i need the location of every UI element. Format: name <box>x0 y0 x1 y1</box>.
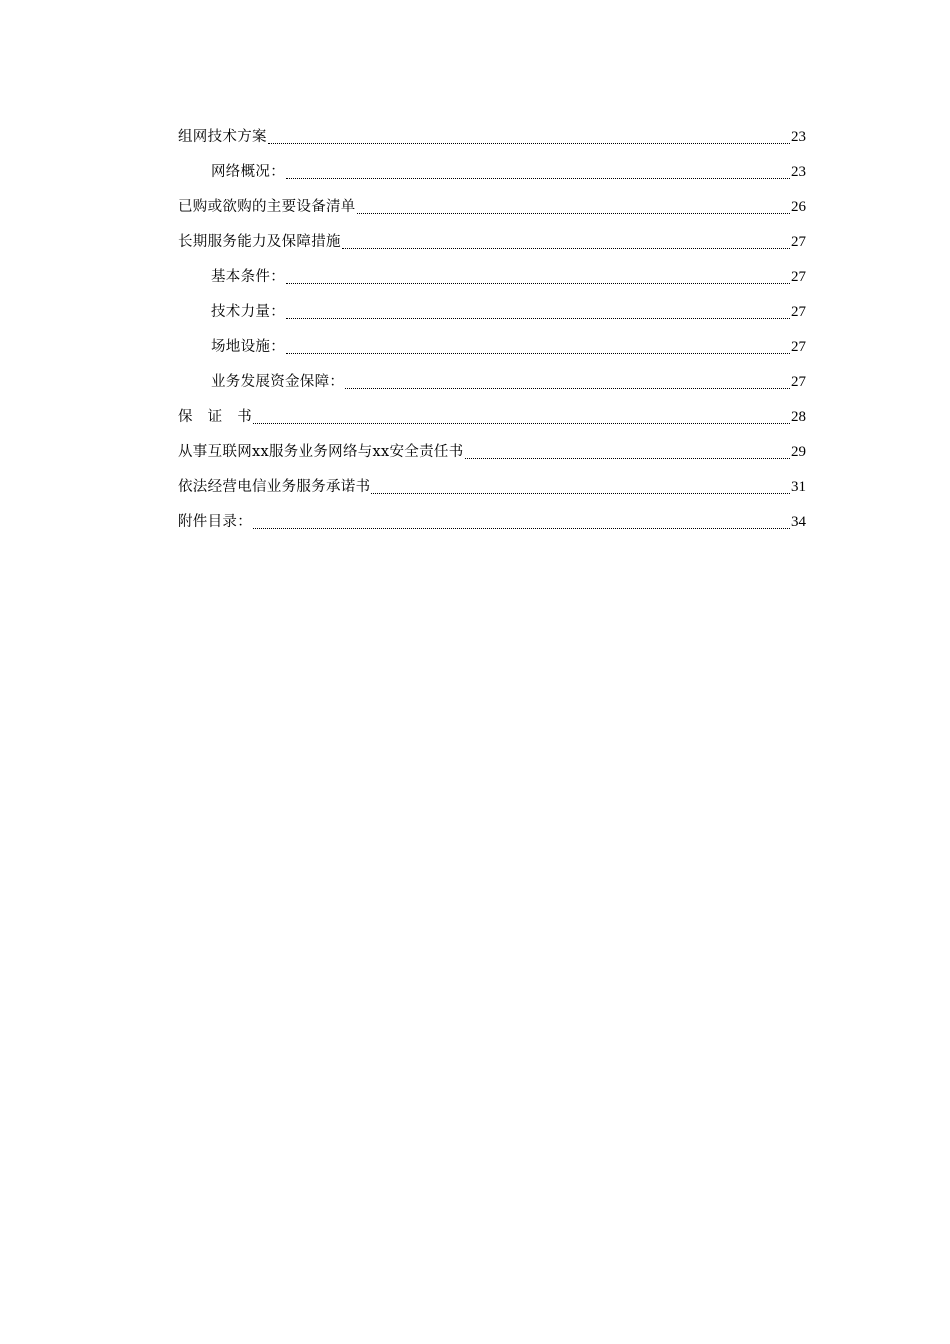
table-of-contents <box>178 120 806 540</box>
toc-entry-page-number: 31 <box>791 479 806 495</box>
toc-entry-networking-plan[interactable] <box>178 120 806 155</box>
toc-entry-page-number: 29 <box>791 444 806 460</box>
toc-entry-page-number: 23 <box>791 129 806 145</box>
toc-entry-long-term-service[interactable] <box>178 225 806 260</box>
toc-entry-network-overview[interactable] <box>178 155 806 190</box>
toc-entry-attachments[interactable] <box>178 505 806 540</box>
toc-entry-basic-conditions[interactable] <box>178 260 806 295</box>
toc-entry-title: 技术力量： <box>211 304 285 320</box>
toc-leader-dots <box>357 213 790 214</box>
toc-entry-page-number: 23 <box>791 164 806 180</box>
toc-entry-title: 保 证 书 <box>178 409 252 425</box>
toc-entry-page-number: 27 <box>791 234 806 250</box>
toc-leader-dots <box>286 353 790 354</box>
toc-entry-title: 已购或欲购的主要设备清单 <box>178 199 356 215</box>
toc-entry-security-responsibility[interactable] <box>178 435 806 470</box>
toc-leader-dots <box>253 528 790 529</box>
toc-entry-funding-guarantee[interactable] <box>178 365 806 400</box>
toc-entry-title: 业务发展资金保障： <box>211 374 345 390</box>
toc-entry-page-number: 27 <box>791 374 806 390</box>
toc-leader-dots <box>253 423 790 424</box>
toc-entry-technical-strength[interactable] <box>178 295 806 330</box>
toc-entry-title: 从事互联网xx服务业务网络与xx安全责任书 <box>178 444 464 460</box>
toc-entry-page-number: 28 <box>791 409 806 425</box>
toc-leader-dots <box>465 458 790 459</box>
toc-entry-site-facilities[interactable] <box>178 330 806 365</box>
toc-entry-service-commitment[interactable] <box>178 470 806 505</box>
toc-leader-dots <box>345 388 790 389</box>
toc-entry-page-number: 27 <box>791 304 806 320</box>
toc-leader-dots <box>286 178 790 179</box>
toc-entry-page-number: 27 <box>791 339 806 355</box>
toc-entry-page-number: 34 <box>791 514 806 530</box>
toc-entry-title: 长期服务能力及保障措施 <box>178 234 341 250</box>
toc-entry-title: 依法经营电信业务服务承诺书 <box>178 479 371 495</box>
toc-entry-page-number: 27 <box>791 269 806 285</box>
toc-leader-dots <box>286 318 790 319</box>
toc-entry-title: 网络概况： <box>211 164 285 180</box>
toc-leader-dots <box>342 248 790 249</box>
toc-leader-dots <box>371 493 790 494</box>
toc-leader-dots <box>268 143 790 144</box>
toc-entry-page-number: 26 <box>791 199 806 215</box>
toc-entry-title: 基本条件： <box>211 269 285 285</box>
toc-entry-title: 附件目录： <box>178 514 252 530</box>
toc-entry-title: 组网技术方案 <box>178 129 267 145</box>
toc-leader-dots <box>286 283 790 284</box>
toc-entry-guarantee-letter[interactable] <box>178 400 806 435</box>
toc-entry-title: 场地设施： <box>211 339 285 355</box>
toc-entry-equipment-list[interactable] <box>178 190 806 225</box>
